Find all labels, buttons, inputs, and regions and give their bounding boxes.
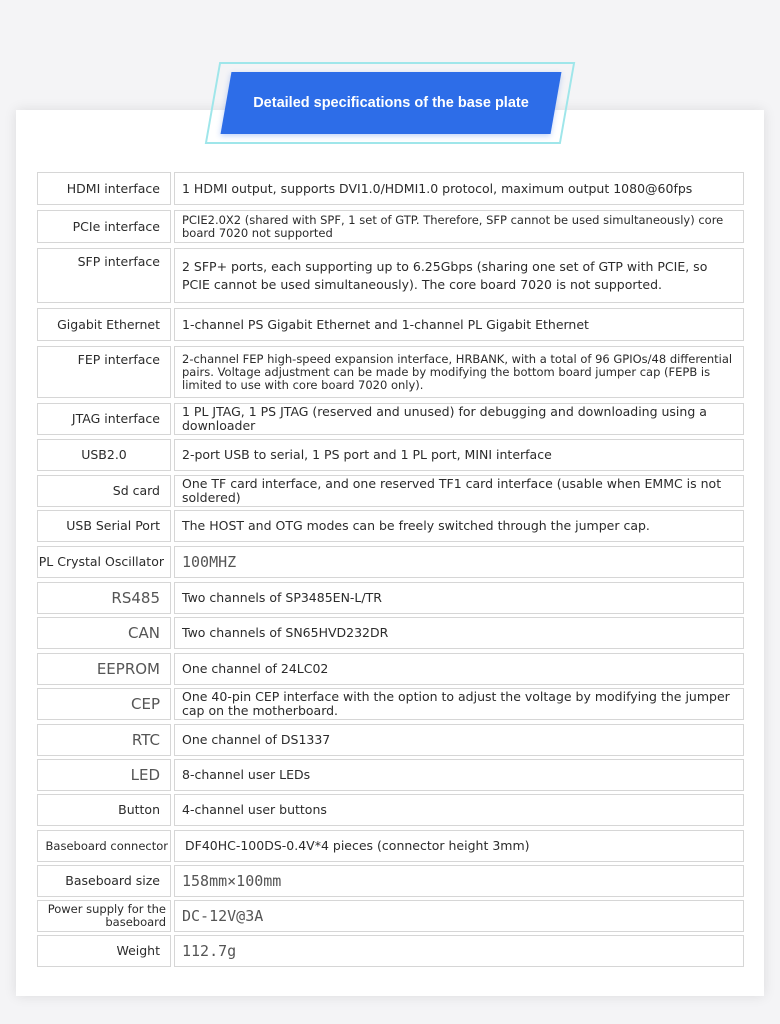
spec-label: Gigabit Ethernet <box>37 308 171 341</box>
spec-value: 1 HDMI output, supports DVI1.0/HDMI1.0 protocol, maximum output 1080@60fps <box>174 172 744 205</box>
spec-value: Two channels of SP3485EN-L/TR <box>174 582 744 614</box>
spec-row-rtc <box>37 724 744 756</box>
spec-row-usb20 <box>37 439 744 471</box>
spec-label: RTC <box>37 724 171 756</box>
spec-row-weight <box>37 935 744 967</box>
spec-row-button <box>37 794 744 826</box>
spec-row-ethernet <box>37 308 744 341</box>
spec-label: Button <box>37 794 171 826</box>
spec-row-connector <box>37 830 744 862</box>
spec-row-can <box>37 617 744 649</box>
spec-label: CAN <box>37 617 171 649</box>
spec-row-power <box>37 900 744 932</box>
spec-value: One 40-pin CEP interface with the option to adjust the voltage by modifying the jumper cap on the motherboard. <box>174 688 744 720</box>
spec-row-crystal <box>37 546 744 578</box>
spec-row-fep <box>37 346 744 398</box>
header-banner <box>0 58 780 148</box>
spec-row-sd-card <box>37 475 744 507</box>
spec-row-size <box>37 865 744 897</box>
spec-value: Two channels of SN65HVD232DR <box>174 617 744 649</box>
spec-value: DF40HC-100DS-0.4V*4 pieces (connector height 3mm) <box>174 830 744 862</box>
spec-label: PCIe interface <box>37 210 171 243</box>
spec-row-led <box>37 759 744 791</box>
spec-value: The HOST and OTG modes can be freely switched through the jumper cap. <box>174 510 744 542</box>
spec-label: USB Serial Port <box>37 510 171 542</box>
spec-value: DC-12V@3A <box>174 900 744 932</box>
spec-row-jtag <box>37 403 744 435</box>
spec-label: SFP interface <box>37 248 171 303</box>
spec-value: 2-port USB to serial, 1 PS port and 1 PL port, MINI interface <box>174 439 744 471</box>
spec-value: 4-channel user buttons <box>174 794 744 826</box>
spec-value: One channel of DS1337 <box>174 724 744 756</box>
spec-row-sfp <box>37 248 744 303</box>
spec-value: 158mm×100mm <box>174 865 744 897</box>
spec-label: Weight <box>37 935 171 967</box>
spec-label: LED <box>37 759 171 791</box>
spec-label: RS485 <box>37 582 171 614</box>
spec-row-hdmi <box>37 172 744 205</box>
spec-value: 1 PL JTAG, 1 PS JTAG (reserved and unused) for debugging and downloading using a downloader <box>174 403 744 435</box>
spec-label: PL Crystal Oscillator <box>37 546 171 578</box>
spec-label: Power supply for the baseboard <box>37 900 171 932</box>
spec-value: 2-channel FEP high-speed expansion interface, HRBANK, with a total of 96 GPIOs/48 differential pairs. Voltage adjustment can be made by modifying the bottom board jumper cap (FEPB is limited to use with core board 7020 only). <box>174 346 744 398</box>
spec-row-cep <box>37 688 744 720</box>
spec-value: 112.7g <box>174 935 744 967</box>
spec-label: EEPROM <box>37 653 171 685</box>
spec-label: FEP interface <box>37 346 171 398</box>
spec-label: Baseboard size <box>37 865 171 897</box>
spec-value: One TF card interface, and one reserved TF1 card interface (usable when EMMC is not soldered) <box>174 475 744 507</box>
spec-row-rs485 <box>37 582 744 614</box>
spec-label: Baseboard connector <box>37 830 171 862</box>
spec-value: PCIE2.0X2 (shared with SPF, 1 set of GTP. Therefore, SFP cannot be used simultaneously) core board 7020 not supported <box>174 210 744 243</box>
spec-value: 8-channel user LEDs <box>174 759 744 791</box>
spec-row-usb-serial <box>37 510 744 542</box>
spec-label: HDMI interface <box>37 172 171 205</box>
spec-value: One channel of 24LC02 <box>174 653 744 685</box>
spec-row-pcie <box>37 210 744 243</box>
spec-label: CEP <box>37 688 171 720</box>
spec-label: Sd card <box>37 475 171 507</box>
spec-label: JTAG interface <box>37 403 171 435</box>
spec-value: 100MHZ <box>174 546 744 578</box>
spec-value: 1-channel PS Gigabit Ethernet and 1-channel PL Gigabit Ethernet <box>174 308 744 341</box>
banner-title: Detailed specifications of the base plate <box>253 95 529 111</box>
spec-value: 2 SFP+ ports, each supporting up to 6.25Gbps (sharing one set of GTP with PCIE, so PCIE cannot be used simultaneously). The core board 7020 is not supported. <box>174 248 744 303</box>
spec-row-eeprom <box>37 653 744 685</box>
spec-label: USB2.0 <box>37 439 171 471</box>
